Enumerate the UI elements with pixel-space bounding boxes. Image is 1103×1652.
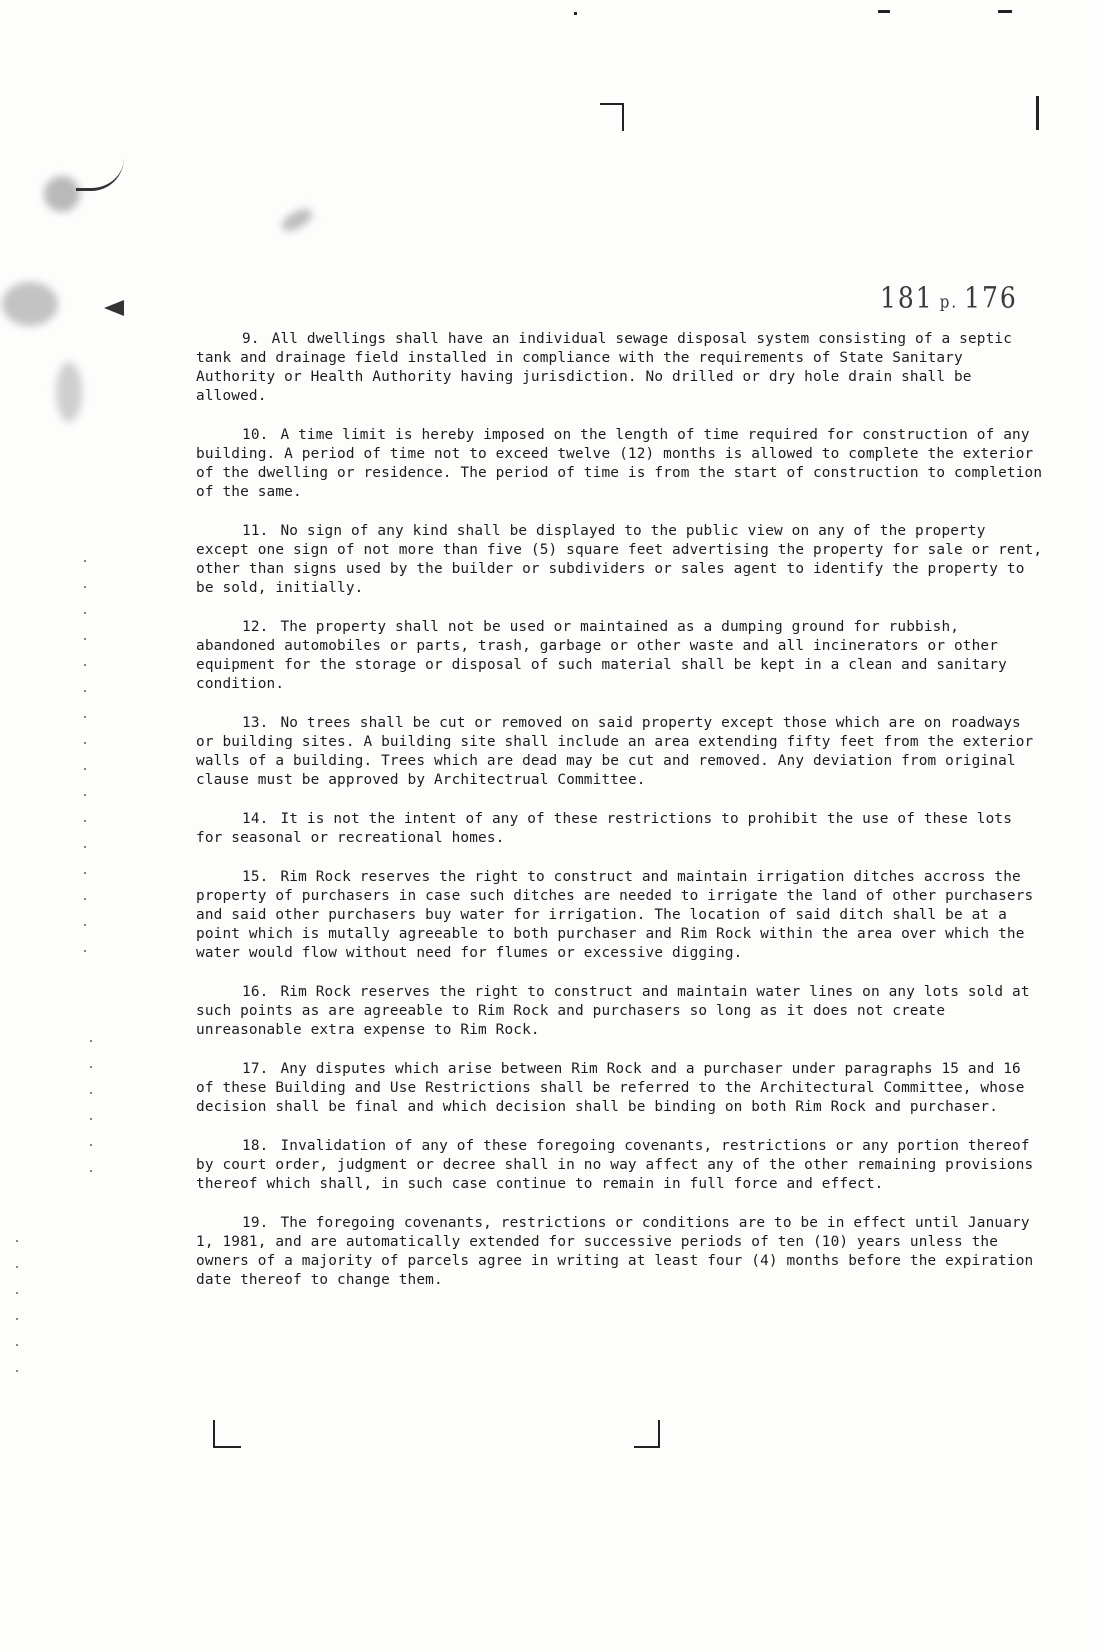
scan-smudge-1 [44, 176, 80, 212]
paragraph-18 [196, 1137, 1044, 1194]
scan-mark-top-right [998, 10, 1012, 13]
paragraph-text: It is not the intent of any of these restrictions to prohibit the use of these lots for seasonal or recreational homes. [196, 811, 1013, 846]
paragraph-14 [196, 810, 1044, 848]
scan-dots-left-2 [90, 1040, 92, 1180]
paragraph-11 [196, 522, 1044, 598]
paragraph-19 [196, 1214, 1044, 1290]
scan-dots-left-3 [16, 1240, 18, 1390]
crop-mark-bottom-left [213, 1420, 241, 1448]
paragraph-12 [196, 618, 1044, 694]
paragraph-number: 10. [242, 427, 269, 443]
paragraph-number: 17. [242, 1061, 269, 1077]
scan-dots-left-1 [84, 560, 86, 960]
paragraph-9 [196, 330, 1044, 406]
paragraph-15 [196, 868, 1044, 963]
scan-mark-top [878, 10, 890, 13]
paragraph-number: 9. [242, 331, 260, 347]
book-number: 181 [880, 280, 934, 315]
paragraph-text: No sign of any kind shall be displayed to the public view on any of the property except one sign of not more than five (5) square feet advertising the property for sale or rent, other than signs used by the builder or subdividers or sales agent to identify the property to be sold, initially. [196, 523, 1043, 596]
paragraph-text: Any disputes which arise between Rim Rock and a purchaser under paragraphs 15 and 16 of these Building and Use Restrictions shall be referred to the Architectural Committee, whose decision shall be final and which decision shall be binding on both Rim Rock and purchaser. [196, 1061, 1025, 1115]
crop-mark-bottom-right [634, 1420, 660, 1448]
scan-mark-edge [1036, 96, 1039, 130]
paragraph-number: 15. [242, 869, 269, 885]
page-number: 176 [964, 280, 1018, 315]
paragraph-text: The foregoing covenants, restrictions or conditions are to be in effect until January 1, 1981, and are automatically extended for successive periods of ten (10) years unless the owners of a majority of parcels agree in writing at least four (4) months before the expiration date thereof to change them. [196, 1215, 1034, 1288]
paragraph-text: All dwellings shall have an individual sewage disposal system consisting of a septic tank and drainage field installed in compliance with the requirements of State Sanitary Authority or Health Authority having jurisdiction. No drilled or dry hole drain shall be allowed. [196, 331, 1013, 404]
paragraph-number: 13. [242, 715, 269, 731]
paragraph-number: 11. [242, 523, 269, 539]
scan-arrow [104, 300, 124, 316]
paragraph-text: A time limit is hereby imposed on the length of time required for construction of any building. A period of time not to exceed twelve (12) months is allowed to complete the exterior of the dwelling or residence. The period of time is from the start of construction to completion of the same. [196, 427, 1043, 500]
paragraph-13 [196, 714, 1044, 790]
paragraph-number: 16. [242, 984, 269, 1000]
paragraph-text: The property shall not be used or maintained as a dumping ground for rubbish, abandoned automobiles or parts, trash, garbage or other waste and all incinerators or other equipment for the storage or disposal of such material shall be kept in a clean and sanitary condition. [196, 619, 1007, 692]
book-page-reference: 181 p. 176 [880, 280, 1018, 315]
paragraph-10 [196, 426, 1044, 502]
paragraph-text: No trees shall be cut or removed on said property except those which are on roadways or building sites. A building site shall include an area extending fifty feet from the exterior walls of a building. Trees which are dead may be cut and removed. Any deviation from original clause must be approved by Architectrual Committee. [196, 715, 1034, 788]
paragraph-16 [196, 983, 1044, 1040]
scan-smudge-3 [2, 282, 58, 326]
paragraph-text: Invalidation of any of these foregoing covenants, restrictions or any portion thereof by court order, judgment or decree shall in no way affect any of the other remaining provisions thereof which shall, in such case continue to remain in full force and effect. [196, 1138, 1034, 1192]
paragraph-number: 14. [242, 811, 269, 827]
scan-mark-dot [574, 12, 577, 15]
paragraph-number: 19. [242, 1215, 269, 1231]
scan-smudge-4 [56, 362, 82, 422]
scan-arc [76, 158, 124, 191]
paragraph-number: 18. [242, 1138, 269, 1154]
crop-mark-top [600, 103, 624, 131]
paragraph-text: Rim Rock reserves the right to construct and maintain irrigation ditches accross the property of purchasers in case such ditches are needed to irrigate the land of other purchasers and said other purchasers buy water for irrigation. The location of said ditch shall be at a point which is mutally agreeable to both purchaser and Rim Rock within the area over which the water would flow without need for flumes or excessive digging. [196, 869, 1034, 961]
restrictions-text [196, 330, 1044, 1310]
paragraph-number: 12. [242, 619, 269, 635]
paragraph-17 [196, 1060, 1044, 1117]
scan-smudge-2 [278, 205, 315, 236]
paragraph-text: Rim Rock reserves the right to construct and maintain water lines on any lots sold at such points as are agreeable to Rim Rock and purchasers so long as it does not create unreasonable extra expense to Rim Rock. [196, 984, 1030, 1038]
